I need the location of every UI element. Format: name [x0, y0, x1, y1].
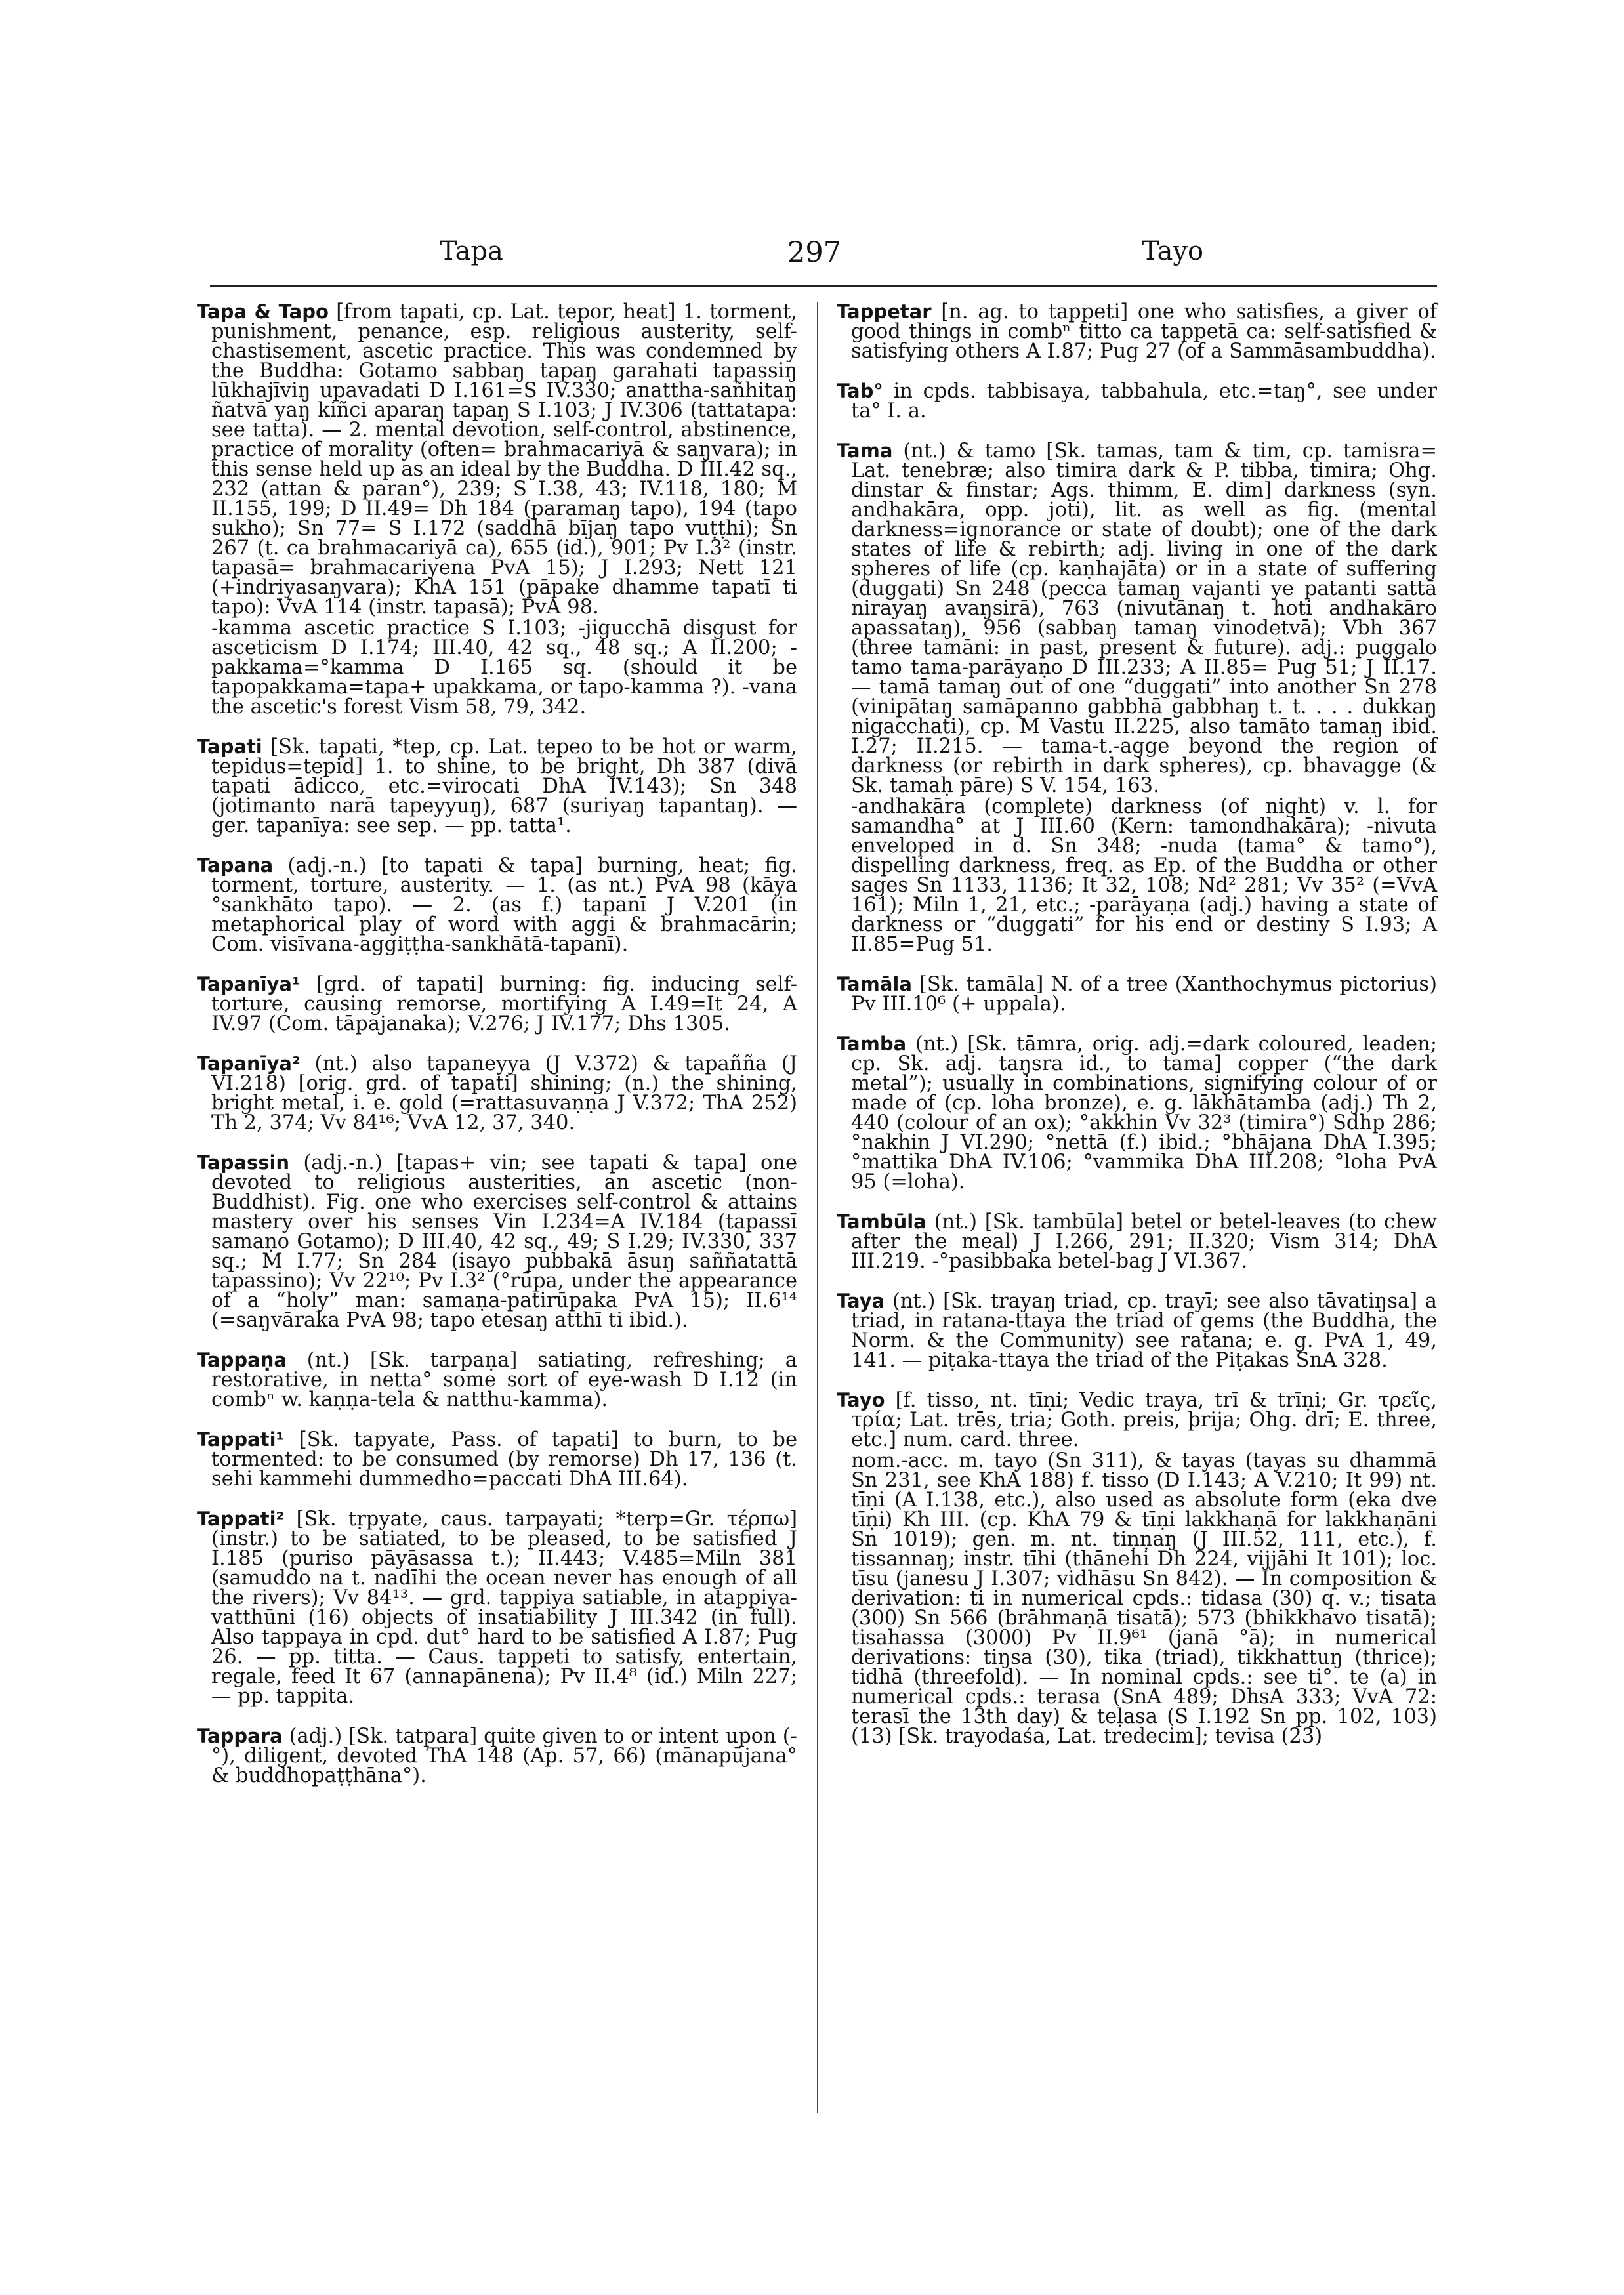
entry-text: (adj.-n.) [to tapati & tapa] burning, heat; fig. torment, torture, austerity. — 1. (as nt.) PvA 98 (kāya °sankhāto tapo). — 2. (as f.) tapanī J V.201 (in metaphorical play of word with aggi & brahmacārin; Com. visīvana-aggiṭṭha-sankhātā-tapanī).	[211, 854, 797, 956]
entry-headword: Tamāla	[837, 973, 912, 995]
page-number: 297	[787, 236, 842, 269]
entry-text: [Sk. tapati, *tep, cp. Lat. tepeo to be hot or warm, tepidus=tepid] 1. to shine, to be bright, Dh 387 (divā tapati ādicco, etc.=virocati DhA IV.143); Sn 348 (jotimanto narā tapeyyuŋ), 687 (suriyaŋ tapantaŋ). — ger. tapanīya: see sep. — pp. tatta¹.	[211, 735, 797, 837]
header-left-guideword: Tapa	[440, 236, 503, 266]
dictionary-entry	[197, 856, 797, 955]
dictionary-entry	[197, 1726, 797, 1786]
entry-definition	[197, 1349, 797, 1411]
right-column	[837, 302, 1437, 1766]
entry-definition	[197, 1725, 797, 1787]
entry-headword: Taya	[837, 1290, 885, 1312]
entry-definition	[197, 1052, 797, 1134]
entry-subsection: -andhakāra (complete) darkness (of night) v. l. for samandha° at J III.60 (Kern: tamondhakāra); -nivuta enveloped in d. Sn 348; -nuda (tama° & tamo°), dispelling darkness, freq. as Ep. of the Buddha or other sages Sn 1133, 1136; It 32, 108; Nd² 281; Vv 35² (=VvA 161); Miln 1, 21, etc.; -parāyaṇa (adj.) having a state of darkness or “duggati” for his end or destiny S I.93; A II.85=Pug 51.	[851, 795, 1437, 956]
entry-definition	[837, 380, 1438, 423]
entry-definition	[197, 300, 797, 619]
dictionary-entry	[197, 1430, 797, 1489]
entry-text: (nt.) also tapaneyya (J V.372) & tapañña (J VI.218) [orig. grd. of tapati] shining; (n.) the shining, bright metal, i. e. gold (=rattasuvaṇṇa J V.372; ThA 252) Th 2, 374; Vv 84¹⁶; VvA 12, 37, 340.	[211, 1052, 797, 1134]
entry-headword: Tapassin	[197, 1151, 290, 1174]
page-header	[210, 236, 1437, 289]
entry-text: (nt.) [Sk. tarpaṇa] satiating, refreshing; a restorative, in netta° some sort of eye-wash D I.12 (in combⁿ w. kaṇṇa-tela & natthu-kamma).	[211, 1349, 797, 1411]
entry-text: (nt.) [Sk. trayaŋ triad, cp. trayī; see also tāvatiŋsa] a triad, in ratana-ttaya the triad of gems (the Buddha, the Norm. & the Community) see ratana; e. g. PvA 1, 49, 141. — piṭaka-ttaya the triad of the Piṭakas SnA 328.	[851, 1290, 1437, 1372]
entry-headword: Tappetar	[837, 300, 932, 323]
entry-headword: Tama	[837, 440, 893, 462]
dictionary-entry	[837, 1212, 1437, 1272]
entry-text: (nt.) [Sk. tambūla] betel or betel-leaves (to chew after the meal) J I.266, 291; II.320; Vism 314; DhA III.219. -°pasibbaka betel-bag J VI.367.	[851, 1210, 1437, 1273]
entry-headword: Tapanīya¹	[197, 973, 301, 995]
dictionary-entry	[197, 302, 797, 717]
entry-definition	[837, 1290, 1437, 1372]
dictionary-entry	[197, 1054, 797, 1133]
entry-headword: Tayo	[837, 1389, 885, 1411]
entry-definition	[837, 1033, 1437, 1193]
entry-text: [Sk. tamāla] N. of a tree (Xanthochymus pictorius) Pv III.10⁶ (+ uppala).	[851, 973, 1437, 1016]
column-divider	[817, 302, 818, 2113]
entry-definition	[837, 1389, 1437, 1451]
entry-headword: Tapati	[197, 735, 262, 758]
entry-text: [f. tisso, nt. tīṇi; Vedic traya, trī & trīṇi; Gr. τρεῖς, τρία; Lat. trēs, tria; Goth. preis, þrija; Ohg. drī; E. three, etc.] num. card. three.	[851, 1389, 1437, 1451]
entry-definition	[197, 973, 797, 1035]
dictionary-entry	[837, 302, 1437, 362]
dictionary-entry	[837, 1291, 1437, 1371]
dictionary-entry	[837, 1034, 1437, 1192]
entry-headword: Tappati¹	[197, 1428, 285, 1451]
dictionary-entry	[197, 1153, 797, 1331]
header-rule	[210, 285, 1437, 287]
entry-text: [grd. of tapati] burning: fig. inducing self-torture, causing remorse, mortifying A I.49=It 24, A IV.97 (Com. tāpajanaka); V.276; J IV.177; Dhs 1305.	[211, 973, 797, 1035]
entry-definition	[197, 854, 797, 956]
left-column	[197, 302, 797, 1806]
entry-definition	[197, 1428, 797, 1491]
entry-headword: Tab°	[837, 380, 883, 402]
entry-definition	[837, 300, 1437, 363]
entry-definition	[197, 1151, 797, 1332]
entry-subsection: -kamma ascetic practice S I.103; -jigucchā disgust for asceticism D I.174; III.40, 42 sq., 48 sq.; A II.200; -pakkama=°kamma D I.165 sq. (should it be tapopakkama=tapa+ upakkama, or tapo-kamma ?). -vana the ascetic's forest Vism 58, 79, 342.	[211, 617, 797, 718]
entry-headword: Tappara	[197, 1725, 283, 1747]
dictionary-entry	[197, 1509, 797, 1706]
entry-headword: Tamba	[837, 1033, 907, 1055]
entry-definition	[197, 1508, 797, 1708]
entry-text: (adj.-n.) [tapas+ vin; see tapati & tapa] one devoted to religious austerities, an ascetic (non-Buddhist). Fig. one who exercises self-control & attains mastery over his senses Vin I.234=A IV.184 (tapassī samaṇo Gotamo); D III.40, 42 sq., 49; S I.29; IV.330, 337 sq.; M I.77; Sn 284 (isayo pubbakā āsuŋ saññatattā tapassino); Vv 22¹⁰; Pv I.3² (°rūpa, under the appearance of a “holy” man: samaṇa-patirūpaka PvA 15); II.6¹⁴ (=saŋvāraka PvA 98; tapo etesaŋ atthī ti ibid.).	[211, 1151, 797, 1332]
entry-definition	[837, 440, 1437, 797]
entry-text: [Sk. tṛpyate, caus. tarpayati; *terp=Gr. τέρπω] (instr.) to be satiated, to be pleased, to be satisfied J I.185 (puriso pāyāsassa t.); II.443; V.485=Miln 381 (samuddo na t. nadīhi the ocean never has enough of all the rivers); Vv 84¹³. — grd. tappiya satiable, in atappiya-vatthūni (16) objects of insatiability J III.342 (in full). Also tappaya in cpd. dut° hard to be satisfied A I.87; Pug 26. — pp. titta. — Caus. tappeti to satisfy, entertain, regale, feed It 67 (annapānena); Pv II.4⁸ (id.) Miln 227; — pp. tappita.	[211, 1508, 797, 1708]
entry-text: (adj.) [Sk. tatpara] quite given to or intent upon (-°), diligent, devoted ThA 148 (Ap. 57, 66) (mānapūjana° & buddhopaṭṭhāna°).	[211, 1725, 797, 1787]
entry-headword: Tambūla	[837, 1210, 927, 1233]
entry-text: [from tapati, cp. Lat. tepor, heat] 1. torment, punishment, penance, esp. religious austerity, self-chastisement, ascetic practice. This was condemned by the Buddha: Gotamo sabbaŋ tapaŋ garahati tapassiŋ lūkhajīviŋ upavadati D I.161=S IV.330; anattha-sañhitaŋ ñatvā yaŋ kiñci aparaŋ tapaŋ S I.103; J IV.306 (tattatapa: see tatta). — 2. mental devotion, self-control, abstinence, practice of morality (often= brahmacariyā & saŋvara); in this sense held up as an ideal by the Buddha. D III.42 sq., 232 (attan & paran°), 239; S I.38, 43; IV.118, 180; M II.155, 199; D II.49= Dh 184 (paramaŋ tapo), 194 (tapo sukho); Sn 77= S I.172 (saddhā bījaŋ tapo vuṭṭhi); Sn 267 (t. ca brahmacariyā ca), 655 (id.), 901; Pv I.3² (instr. tapasā= brahmacariyena PvA 15); J I.293; Nett 121 (+indriyasaŋvara); KhA 151 (pāpake dhamme tapatī ti tapo): VvA 114 (instr. tapasā); PvA 98.	[211, 300, 797, 619]
entry-headword: Tapanīya²	[197, 1052, 301, 1075]
entry-headword: Tappaṇa	[197, 1349, 287, 1371]
entry-subsection: nom.-acc. m. tayo (Sn 311), & tayas (tayas su dhammā Sn 231, see KhA 188) f. tisso (D I.143; A V.210; It 99) nt. tīṇi (A I.138, etc.), also used as absolute form (eka dve tīṇi) Kh III. (cp. KhA 79 & tīṇi lakkhaṇā for lakkhaṇāni Sn 1019); gen. m. nt. tiṇṇaŋ (J III.52, 111, etc.), f. tissannaŋ; instr. tīhi (thānehi Dh 224, vijjāhi It 101); loc. tīsu (janesu J I.307; vidhāsu Sn 842). — In composition & derivation: ti in numerical cpds.: tidasa (30) q. v.; tisata (300) Sn 566 (brāhmaṇā tisatā); 573 (bhikkhavo tisatā); tisahassa (3000) Pv II.9⁶¹ (janā °ā); in numerical derivations: tiŋsa (30), tika (triad), tikkhattuŋ (thrice); tidhā (threefold). — In nominal cpds.: see ti°. te (a) in numerical cpds.: terasa (SnA 489; DhsA 333; VvA 72: terasī the 13th day) & teḷasa (S I.192 Sn pp. 102, 103) (13) [Sk. trayodaśa, Lat. tredecim]; tevisa (23)	[851, 1449, 1437, 1748]
entry-text: [n. ag. to tappeti] one who satisfies, a giver of good things in combⁿ titto ca tappetā ca: self-satisfied & satisfying others A I.87; Pug 27 (of a Sammāsambuddha).	[851, 300, 1437, 363]
dictionary-entry	[197, 1350, 797, 1410]
entry-definition	[197, 735, 797, 837]
dictionary-entry	[197, 974, 797, 1034]
dictionary-entry	[837, 974, 1437, 1014]
dictionary-entry	[837, 441, 1437, 955]
entry-headword: Tapana	[197, 854, 274, 877]
entry-headword: Tapa & Tapo	[197, 300, 329, 323]
entry-text: in cpds. tabbisaya, tabbahula, etc.=taŋ°, see under ta° I. a.	[851, 380, 1438, 423]
entry-definition	[837, 973, 1437, 1016]
entry-text: [Sk. tapyate, Pass. of tapati] to burn, to be tormented: to be consumed (by remorse) Dh 17, 136 (t. sehi kammehi dummedho=paccati DhA III.64).	[211, 1428, 797, 1491]
entry-headword: Tappati²	[197, 1508, 285, 1530]
entry-text: (nt.) [Sk. tāmra, orig. adj.=dark coloured, leaden; cp. Sk. adj. taŋsra id., to tama] copper (“the dark metal”); usually in combinations, signifying colour of or made of (cp. loha bronze), e. g. lākhātamba (adj.) Th 2, 440 (colour of an ox); °akkhin Vv 32³ (timira°) Sdhp 286; °nakhin J VI.290; °nettā (f.) ibid.; °bhājana DhA I.395; °mattika DhA IV.106; °vammika DhA III.208; °loha PvA 95 (=loha).	[851, 1033, 1437, 1193]
dictionary-entry	[837, 1390, 1437, 1747]
entry-text: (nt.) & tamo [Sk. tamas, tam & tim, cp. tamisra= Lat. tenebræ; also timira dark & P. tibba, timira; Ohg. dinstar & finstar; Ags. thimm, E. dim] darkness (syn. andhakāra, opp. joti), lit. as well as fig. (mental darkness=ignorance or state of doubt); one of the dark states of life & rebirth; adj. living in one of the dark spheres of life (cp. kaṇhajāta) or in a state of suffering (duggati) Sn 248 (pecca tamaŋ vajanti ye patanti sattā nirayaŋ avaŋsirā), 763 (nivutānaŋ t. hoti andhakāro apassataŋ), 956 (sabbaŋ tamaŋ vinodetvā); Vbh 367 (three tamāni: in past, present & future). adj.: puggalo tamo tama-parāyaṇo D III.233; A II.85= Pug 51; J II.17. — tamā tamaŋ out of one “duggati” into another Sn 278 (vinipātaŋ samāpanno gabbhā gabbhaŋ t. t. . . . dukkaŋ nigacchati), cp. M Vastu II.225, also tamāto tamaŋ ibid. I.27; II.215. — tama-t.-agge beyond the region of darkness (or rebirth in dark spheres), cp. bhavagge (& Sk. tamaḥ pāre) S V. 154, 163.	[851, 440, 1437, 797]
dictionary-entry	[197, 737, 797, 836]
dictionary-entry	[837, 381, 1437, 421]
entry-definition	[837, 1210, 1437, 1273]
header-right-guideword: Tayo	[1142, 236, 1204, 266]
